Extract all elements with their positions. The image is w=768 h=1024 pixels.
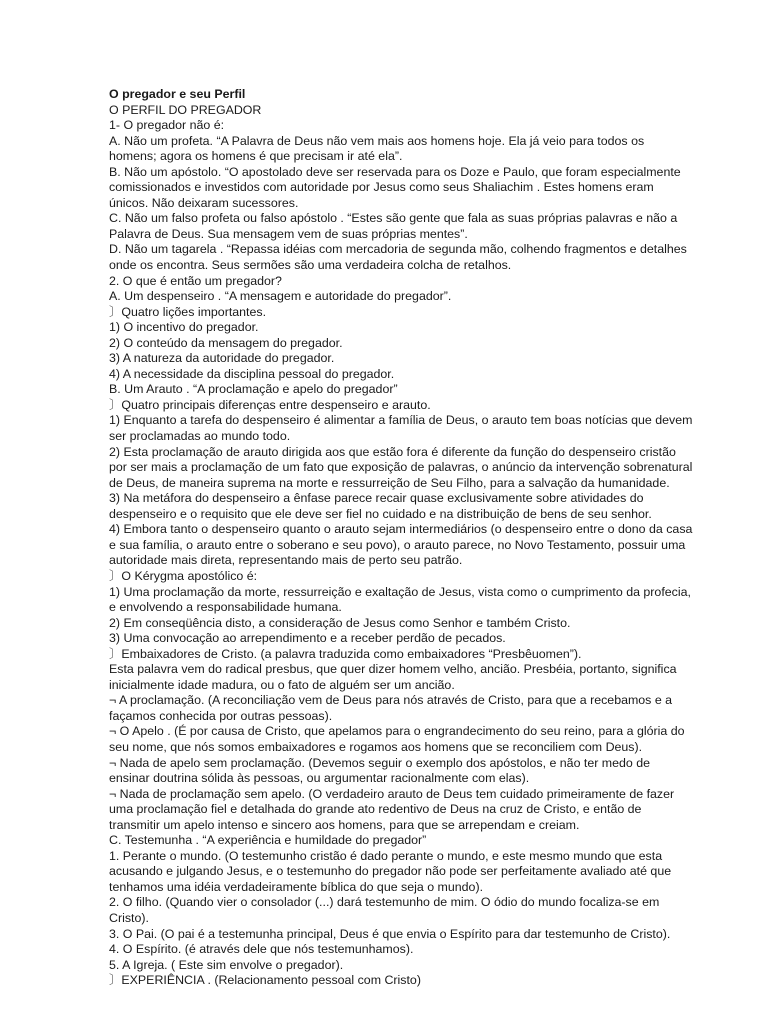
text-line: 2) Esta proclamação de arauto dirigida aos que estão fora é diferente da função do despenseiro cristão xyxy=(109,444,676,459)
text-line: 〕Quatro principais diferenças entre despenseiro e arauto. xyxy=(109,397,431,412)
text-line: e envolvendo a responsabilidade humana. xyxy=(109,600,342,615)
text-line: 1) Enquanto a tarefa do despenseiro é alimentar a família de Deus, o arauto tem boas notícias que devem xyxy=(109,413,693,428)
text-line: A. Um despenseiro . “A mensagem e autoridade do pregador”. xyxy=(109,289,452,304)
text-line: 1) O incentivo do pregador. xyxy=(109,320,259,335)
text-line: 2. O que é então um pregador? xyxy=(109,273,282,288)
text-line: tenhamos uma idéia verdadeiramente bíblica do que seja o mundo). xyxy=(109,879,484,894)
text-line: 4) Embora tanto o despenseiro quanto o arauto sejam intermediários (o despenseiro entre o dono da casa xyxy=(109,522,693,537)
text-line: C. Não um falso profeta ou falso apóstolo . “Estes são gente que fala as suas próprias palavras e não a xyxy=(109,211,678,226)
text-line: 5. A Igreja. ( Este sim envolve o pregador). xyxy=(109,957,344,972)
text-line: 3) Na metáfora do despenseiro a ênfase parece recair quase exclusivamente sobre atividades do xyxy=(109,491,644,506)
text-line: uma proclamação fiel e detalhada do grande ato redentivo de Deus na cruz de Cristo, e então de xyxy=(109,802,642,817)
text-line: inicialmente idade madura, ou o fato de alguém ser um ancião. xyxy=(109,677,455,692)
text-line: 1- O pregador não é: xyxy=(109,118,225,133)
text-line: Cristo). xyxy=(109,910,149,925)
text-line: ¬ O Apelo . (É por causa de Cristo, que apelamos para o engrandecimento do seu reino, para a glória do xyxy=(109,724,685,739)
text-line: únicos. Não deixaram sucessores. xyxy=(109,195,299,210)
text-line: Esta palavra vem do radical presbus, que quer dizer homem velho, ancião. Presbéia, portanto, significa xyxy=(109,662,677,677)
text-line: autoridade mais direta, representando mais de perto seu patrão. xyxy=(109,553,463,568)
text-line: 1. Perante o mundo. (O testemunho cristão é dado perante o mundo, e este mesmo mundo que esta xyxy=(109,848,663,863)
text-line: A. Não um profeta. “A Palavra de Deus não vem mais aos homens hoje. Ela já veio para todos os xyxy=(109,133,645,148)
text-line: D. Não um tagarela . “Repassa idéias com mercadoria de segunda mão, colhendo fragmentos e detalhes xyxy=(109,242,687,257)
text-line: 4) A necessidade da disciplina pessoal do pregador. xyxy=(109,366,395,381)
text-line: homens; agora os homens é que precisam ir até ela”. xyxy=(109,149,403,164)
text-line: B. Não um apóstolo. “O apostolado deve ser reservada para os Doze e Paulo, que foram especialmente xyxy=(109,164,681,179)
text-line: 〕Embaixadores de Cristo. (a palavra traduzida como embaixadores “Presbêuomen”). xyxy=(109,646,582,661)
text-line: 〕O Kérygma apostólico é: xyxy=(109,568,258,583)
text-line: transmitir um apelo intenso e sincero aos homens, para que se arrependam e creiam. xyxy=(109,817,580,832)
text-line: C. Testemunha . “A experiência e humildade do pregador” xyxy=(109,833,427,848)
text-line: ¬ Nada de apelo sem proclamação. (Devemos seguir o exemplo dos apóstolos, e não ter medo de xyxy=(109,755,651,770)
text-line: Palavra de Deus. Sua mensagem vem de suas próprias mentes”. xyxy=(109,226,468,241)
text-line: 2) O conteúdo da mensagem do pregador. xyxy=(109,335,343,350)
text-line: comissionados e investidos com autoridade por Jesus como seus Shaliachim . Estes homens eram xyxy=(109,180,654,195)
text-line: acusando e julgando Jesus, e o testemunho do pregador não pode ser perfeitamente avaliado até que xyxy=(109,864,672,879)
text-line: 3. O Pai. (O pai é a testemunha principal, Deus é que envia o Espírito para dar testemunho de Cristo). xyxy=(109,926,671,941)
text-line: e sua família, o arauto entre o soberano e seu povo), o arauto parece, no Novo Testamento, possuir uma xyxy=(109,537,686,552)
document-text xyxy=(109,102,693,989)
text-line: ensinar doutrina sólida às pessoas, ou argumentar racionalmente com elas). xyxy=(109,771,530,786)
document-title: O pregador e seu Perfil xyxy=(109,87,246,101)
text-line: 2. O filho. (Quando vier o consolador (...) dará testemunho de mim. O ódio do mundo focaliza-se em xyxy=(109,895,660,910)
text-line: 3) Uma convocação ao arrependimento e a receber perdão de pecados. xyxy=(109,631,506,646)
text-line: 〕EXPERIÊNCIA . (Relacionamento pessoal com Cristo) xyxy=(109,973,421,988)
text-line: onde os encontra. Seus sermões são uma verdadeira colcha de retalhos. xyxy=(109,258,512,273)
text-line: façamos conhecida por outras pessoas). xyxy=(109,708,333,723)
document-body xyxy=(109,87,693,989)
text-line: por ser mais a proclamação de um fato que exposição de palavras, o anúncio da intervenção sobrenatural xyxy=(109,460,693,475)
text-line: 1) Uma proclamação da morte, ressurreição e exaltação de Jesus, vista como o cumprimento da profecia, xyxy=(109,584,691,599)
text-line: O PERFIL DO PREGADOR xyxy=(109,102,262,117)
text-line: seu nome, que nós somos embaixadores e rogamos aos homens que se reconciliem com Deus). xyxy=(109,739,643,754)
text-line: ser proclamadas ao mundo todo. xyxy=(109,429,291,444)
text-line: 2) Em conseqüência disto, a consideração de Jesus como Senhor e também Cristo. xyxy=(109,615,571,630)
text-line: 〕Quatro lições importantes. xyxy=(109,304,267,319)
text-line: B. Um Arauto . “A proclamação e apelo do pregador” xyxy=(109,382,398,397)
text-line: ¬ A proclamação. (A reconciliação vem de Deus para nós através de Cristo, para que a recebamos e a xyxy=(109,693,673,708)
text-line: ¬ Nada de proclamação sem apelo. (O verdadeiro arauto de Deus tem cuidado primeiramente de fazer xyxy=(109,786,675,801)
text-line: de Deus, de maneira suprema na morte e ressurreição de Seu Filho, para a salvação da humanidade. xyxy=(109,475,670,490)
text-line: 3) A natureza da autoridade do pregador. xyxy=(109,351,335,366)
text-line: 4. O Espírito. (é através dele que nós testemunhamos). xyxy=(109,942,414,957)
text-line: despenseiro e o requisito que ele deve ser fiel no cuidado e na distribuição de bens de seu senhor. xyxy=(109,506,652,521)
